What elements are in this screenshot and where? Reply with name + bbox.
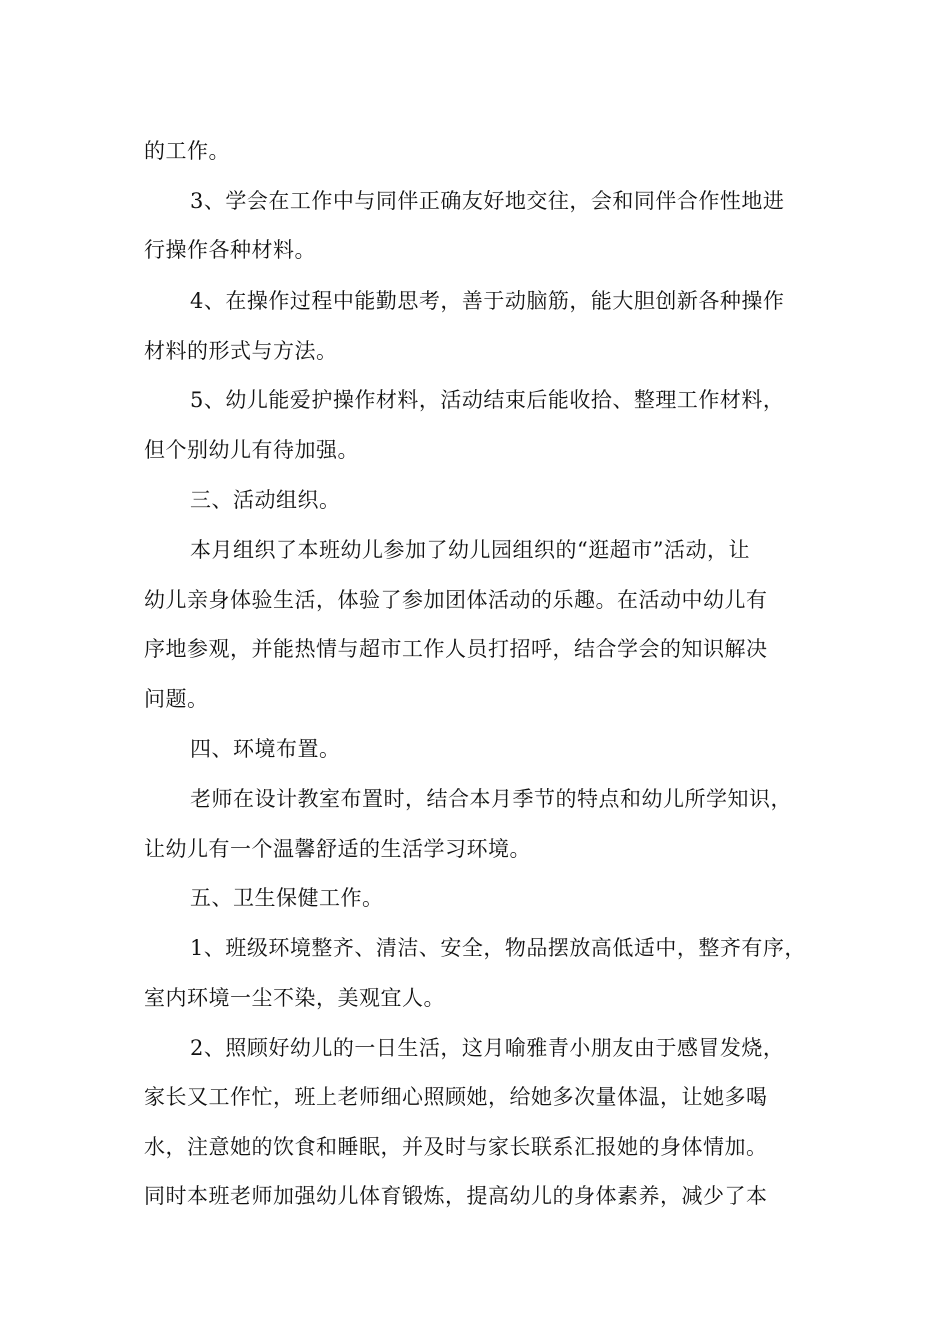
text-line: 1、班级环境整齐、清洁、安全，物品摆放高低适中，整齐有序，: [190, 936, 806, 960]
text-line: 但个别幼儿有待加强。: [144, 438, 359, 462]
text-line: 3、学会在工作中与同伴正确友好地交往，会和同伴合作性地进: [190, 189, 785, 213]
text-line: 本月组织了本班幼儿参加了幼儿园组织的“逛超市”活动，让: [190, 538, 750, 562]
text-line: 同时本班老师加强幼儿体育锻炼，提高幼儿的身体素养，减少了本: [144, 1184, 768, 1208]
section-heading: 四、环境布置。: [190, 737, 341, 761]
text-line: 幼儿亲身体验生活，体验了参加团体活动的乐趣。在活动中幼儿有: [144, 588, 768, 612]
text-line: 2、照顾好幼儿的一日生活，这月喻雅青小朋友由于感冒发烧，: [190, 1036, 785, 1060]
text-line: 4、在操作过程中能勤思考，善于动脑筋，能大胆创新各种操作: [190, 289, 785, 313]
text-line: 行操作各种材料。: [144, 238, 316, 262]
text-line: 水，注意她的饮食和睡眠，并及时与家长联系汇报她的身体情加。: [144, 1135, 768, 1159]
section-heading: 三、活动组织。: [190, 488, 341, 512]
text-line: 家长又工作忙，班上老师细心照顾她，给她多次量体温，让她多喝: [144, 1085, 768, 1109]
text-line: 室内环境一尘不染，美观宜人。: [144, 986, 445, 1010]
text-line: 的工作。: [144, 139, 230, 163]
text-line: 让幼儿有一个温馨舒适的生活学习环境。: [144, 837, 531, 861]
text-line: 材料的形式与方法。: [144, 339, 338, 363]
text-line: 问题。: [144, 687, 209, 711]
text-line: 老师在设计教室布置时，结合本月季节的特点和幼儿所学知识，: [190, 787, 792, 811]
text-line: 5、幼儿能爱护操作材料，活动结束后能收拾、整理工作材料，: [190, 388, 785, 412]
text-line: 序地参观，并能热情与超市工作人员打招呼，结合学会的知识解决: [144, 637, 768, 661]
section-heading: 五、卫生保健工作。: [190, 886, 384, 910]
